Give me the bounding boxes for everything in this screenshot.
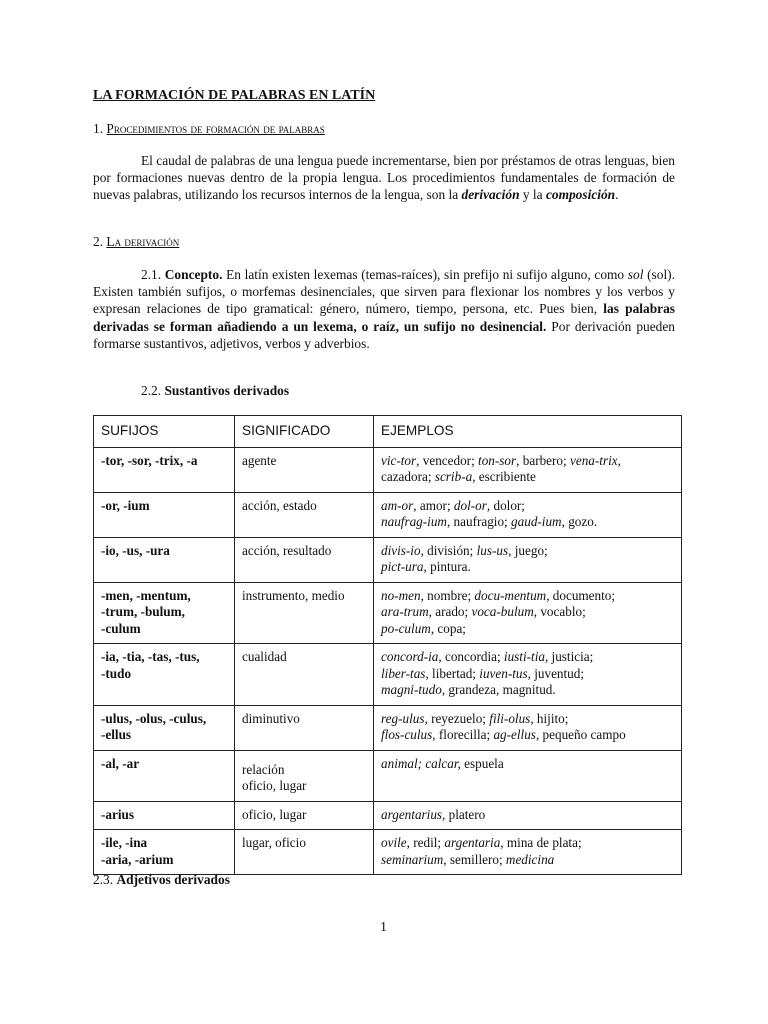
paragraph-intro <box>93 152 675 204</box>
translation-text: , amor; <box>413 497 454 513</box>
suffix-table <box>93 415 682 875</box>
translation-text: , libertad; <box>425 665 480 681</box>
suffix-line: -ia, -tia, -tas, -tus, <box>101 649 200 664</box>
translation-text: , escribiente <box>472 469 536 484</box>
latin-word: am-or <box>381 497 414 513</box>
page-number: 1 <box>380 920 387 935</box>
examples-cell <box>374 750 682 801</box>
subsection-number: 2.2. <box>141 383 162 398</box>
suffix-cell <box>94 705 235 750</box>
examples-cell <box>374 830 682 875</box>
meaning-line: cualidad <box>242 649 287 664</box>
translation-text: , florecilla; <box>432 727 494 742</box>
meaning-cell <box>235 750 374 801</box>
meaning-cell <box>235 830 374 875</box>
suffix-cell <box>94 492 235 537</box>
latin-word: ovile <box>381 835 407 850</box>
translation-text: , división; <box>420 542 477 558</box>
meaning-line: agente <box>242 452 277 468</box>
latin-word: naufrag-ium <box>381 514 447 529</box>
latin-word: reg-ulus <box>381 710 425 726</box>
subsection-title: Adjetivos derivados <box>116 872 230 887</box>
translation-text: , semillero; <box>443 851 506 867</box>
section-title: Procedimientos de formación de palabras <box>106 121 325 136</box>
suffix-cell <box>94 537 235 582</box>
translation-text: , pintura. <box>423 559 471 574</box>
suffix-line: -io, -us, -ura <box>101 542 170 558</box>
concept-label: Concepto. <box>164 267 223 282</box>
example-line <box>381 604 675 621</box>
example-line <box>381 469 675 486</box>
meaning-line: diminutivo <box>242 710 300 726</box>
suffix-line: -culum <box>101 620 141 636</box>
examples-cell <box>374 492 682 537</box>
meaning-cell <box>235 492 374 537</box>
suffix-cell <box>94 750 235 801</box>
translation-text: , vocablo; <box>533 604 586 619</box>
latin-word: liber-tas <box>381 665 426 681</box>
latin-word: voca-bulum <box>471 604 534 619</box>
translation-text: , nombre; <box>420 587 475 603</box>
section-1-heading <box>93 120 325 137</box>
suffix-line: -aria, -arium <box>101 851 174 867</box>
meaning-cell <box>235 537 374 582</box>
text: (sol). Existen también sufijos, o morfemas desinenciales, que sirven para flexionar los nombres y los verbos y expresan relaciones de tipo gramatical: género, número, tiempo, persona, etc. Pues bien, <box>93 267 675 317</box>
latin-word: docu-mentum <box>474 587 547 603</box>
suffix-cell <box>94 830 235 875</box>
latin-word: animal; calcar, <box>381 755 461 771</box>
example-line <box>381 852 675 869</box>
example-line <box>381 727 675 744</box>
meaning-cell <box>235 447 374 492</box>
latin-word: argentaria, <box>444 835 504 850</box>
translation-text: , documento; <box>546 587 616 603</box>
suffix-cell <box>94 447 235 492</box>
example-line <box>381 588 675 605</box>
latin-word: lus-us <box>476 542 509 558</box>
example-word: sol <box>627 267 644 282</box>
latin-word: pict-ura <box>381 559 424 574</box>
translation-text: , gozo. <box>561 514 598 529</box>
text: y la <box>519 187 546 203</box>
meaning-cell <box>235 644 374 706</box>
meaning-cell <box>235 705 374 750</box>
suffix-line: -trum, -bulum, <box>101 604 185 619</box>
translation-text: , redil; <box>406 835 445 850</box>
suffix-line: -tor, -sor, -trix, -a <box>101 452 198 468</box>
text: Por derivación pueden formarse sustantivos, adjetivos, verbos y adverbios. <box>93 318 675 351</box>
meaning-line: acción, estado <box>242 497 317 513</box>
table-row <box>94 705 682 750</box>
emphasis: composición <box>545 187 616 203</box>
example-line <box>381 559 675 576</box>
example-line <box>381 756 675 773</box>
meaning-cell <box>235 801 374 830</box>
example-line <box>381 621 675 638</box>
table-row <box>94 750 682 801</box>
table-row <box>94 830 682 875</box>
example-line <box>381 711 675 728</box>
latin-word: ag-ellus <box>493 727 536 742</box>
paragraph-concept <box>93 266 675 352</box>
subsection-number: 2.1. <box>141 267 162 282</box>
emphasis: derivación <box>461 187 520 203</box>
latin-word: ara-trum <box>381 604 429 619</box>
table-row <box>94 447 682 492</box>
latin-word: concord-ia <box>381 649 439 664</box>
table-row <box>94 582 682 644</box>
subsection-2-2 <box>141 382 289 399</box>
document-title: LA FORMACIÓN DE PALABRAS EN LATÍN <box>93 88 376 103</box>
suffix-line: -al, -ar <box>101 755 140 771</box>
meaning-line: instrumento, medio <box>242 587 345 603</box>
translation-text: , reyezuelo; <box>424 710 490 726</box>
meaning-line: oficio, lugar <box>242 806 307 822</box>
latin-word: ton-sor <box>478 452 517 468</box>
example-line <box>381 514 675 531</box>
translation-text: , <box>617 452 621 468</box>
text: . <box>615 187 619 203</box>
meaning-line: oficio, lugar <box>242 778 307 793</box>
suffix-line: -ellus <box>101 727 132 742</box>
translation-text: espuela <box>460 755 504 771</box>
translation-text: , pequeño campo <box>535 727 626 742</box>
bold-definition: las palabras derivadas se forman añadiendo a un lexema, o raíz, un sufijo no desinencial. <box>93 301 675 334</box>
translation-text: , juventud; <box>527 665 585 681</box>
suffix-cell <box>94 582 235 644</box>
latin-word: dol-or <box>453 497 487 513</box>
suffix-line: -ile, -ina <box>101 835 148 850</box>
examples-cell <box>374 447 682 492</box>
examples-cell <box>374 644 682 706</box>
examples-cell <box>374 537 682 582</box>
table-row <box>94 801 682 830</box>
section-2-heading <box>93 233 179 250</box>
translation-text: , grandeza, magnitud. <box>441 682 556 697</box>
latin-word: iuven-tus <box>479 665 528 681</box>
header-suffixes: SUFIJOS <box>94 416 235 448</box>
section-number: 2. <box>93 234 104 249</box>
meaning-line: relación <box>242 761 285 777</box>
section-number: 1. <box>93 121 104 136</box>
meaning-line: lugar, oficio <box>242 835 306 850</box>
table-header-row <box>94 416 682 448</box>
header-examples: EJEMPLOS <box>374 416 682 448</box>
latin-word: no-men <box>381 587 421 603</box>
example-line <box>381 649 675 666</box>
translation-text: cazadora; <box>381 469 435 484</box>
translation-text: , concordia; <box>438 649 504 664</box>
latin-word: argentarius, <box>381 806 446 822</box>
table-row <box>94 492 682 537</box>
suffix-line: -arius <box>101 806 134 822</box>
example-line <box>381 453 675 470</box>
translation-text: , copa; <box>430 620 466 636</box>
latin-word: divis-io <box>381 542 421 558</box>
latin-word: po-culum <box>381 620 431 636</box>
subsection-title: Sustantivos derivados <box>164 383 290 398</box>
examples-cell <box>374 705 682 750</box>
example-line <box>381 807 675 824</box>
example-line <box>381 498 675 515</box>
latin-word: vena-trix <box>569 452 618 468</box>
header-meaning: SIGNIFICADO <box>235 416 374 448</box>
suffix-cell <box>94 644 235 706</box>
translation-text: , naufragio; <box>446 514 512 529</box>
translation-text: , dolor; <box>486 497 525 513</box>
examples-cell <box>374 582 682 644</box>
latin-word: magni-tudo <box>381 682 442 697</box>
text: El caudal de palabras de una lengua puede incrementarse, bien por préstamos de otras lenguas, bien por formaciones nuevas dentro de la propia lengua. Los procedimientos fundamentales de formación de nuevas palabras, utilizando los recursos internos de la lengua, son la <box>93 153 675 203</box>
translation-text: , arado; <box>428 604 472 619</box>
latin-word: fili-olus <box>489 710 531 726</box>
latin-word: gaud-ium <box>511 514 562 529</box>
suffix-line: -or, -ium <box>101 497 150 513</box>
example-line <box>381 682 675 699</box>
latin-word: iusti-tia <box>503 649 545 664</box>
meaning-line: acción, resultado <box>242 542 332 558</box>
table-row <box>94 644 682 706</box>
translation-text: , justicia; <box>544 649 594 664</box>
table-row <box>94 537 682 582</box>
latin-word: seminarium <box>381 851 444 867</box>
translation-text: , hijito; <box>530 710 569 726</box>
suffix-line: -tudo <box>101 665 132 681</box>
latin-word: flos-culus <box>381 727 433 742</box>
translation-text: platero <box>445 806 486 822</box>
subsection-number: 2.3. <box>93 872 114 887</box>
latin-word: scrib-a <box>434 469 473 484</box>
suffix-line: -ulus, -olus, -culus, <box>101 710 207 726</box>
text: En latín existen lexemas (temas-raíces), sin prefijo ni sufijo alguno, como <box>222 267 628 282</box>
section-title: La derivación <box>106 234 180 249</box>
latin-word: medicina <box>505 851 555 867</box>
example-line <box>381 835 675 852</box>
example-line <box>381 543 675 560</box>
meaning-cell <box>235 582 374 644</box>
latin-word: vic-tor <box>381 452 417 468</box>
translation-text: mina de plata; <box>503 835 582 850</box>
translation-text: , barbero; <box>516 452 570 468</box>
translation-text: , vencedor; <box>416 452 479 468</box>
subsection-2-3 <box>93 871 230 888</box>
suffix-cell <box>94 801 235 830</box>
translation-text: , juego; <box>508 542 548 558</box>
examples-cell <box>374 801 682 830</box>
example-line <box>381 666 675 683</box>
suffix-line: -men, -mentum, <box>101 587 191 603</box>
